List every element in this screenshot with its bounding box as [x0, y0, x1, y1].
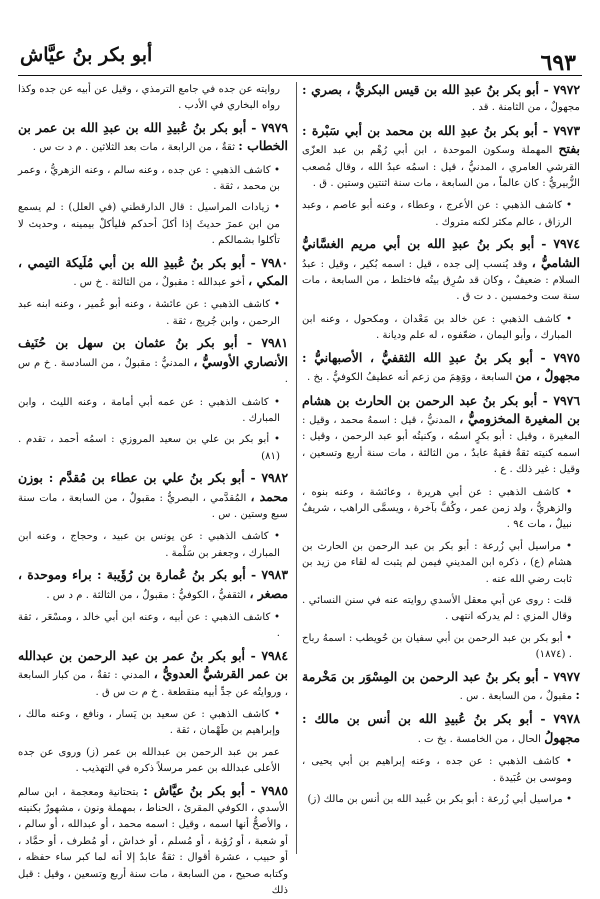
entry-heading: ٧٩٧٧ - أبو بكر بنُ عبد الرحمن بن المِسْوَر بن مَخْرمة : — [302, 668, 580, 702]
annotation-paragraph: • مراسيل أبي زُرعة : أبو بكر بن عُبيد الله بن أنس بن مالك (ز) — [307, 794, 572, 806]
entry-heading: ٧٩٧٨ - أبو بكر بنُ عُبيدِ الله بن أنس بن مالك : مجهولُ — [302, 711, 580, 745]
entry-heading: ٧٩٨٣ - أبو بكر بنُ عُمارة بن رُؤَيبة : براء وموحدة ، مصغر ، — [18, 567, 288, 601]
entry-heading: ٧٩٨٥ - أبو بكر بنُ عيَّاش : — [143, 782, 288, 798]
biography-entry — [18, 567, 288, 604]
column-divider — [296, 82, 297, 854]
annotation-paragraph: • كاشف الذهبي : عن عمه أبي أمامة ، وعنه الليث ، وابن المبارك . — [18, 396, 280, 424]
annotation-paragraph: • كاشف الذهبي : عن أبي هريرة ، وعائشة ، وعنه بنوه ، والزهريُّ ، ولد زمن عمر ، وكُفَّ بآخرة ، ويسمَّى الراهب ، شريفٌ نبيلٌ ، مات ٩٤ . — [302, 486, 572, 531]
page-header — [18, 44, 582, 74]
biography-entry — [302, 123, 580, 193]
annotation-paragraph: • كاشف الذهبي : عن سعيد بن يَسار ، ونافع ، وعنه مالك ، وإبراهيم بن طَهْمان ، ثقة . — [18, 709, 280, 737]
biography-entry — [18, 255, 288, 292]
biography-entry — [18, 783, 288, 899]
left-column — [18, 82, 288, 897]
entry-heading: ٧٩٨٢ - أبو بكر بنُ علي بن عطاء بن مُقدَّم : بوزن محمد ، — [18, 470, 288, 504]
entry-heading: ٧٩٧٢ - أبو بكر بنُ عبدِ الله بن قيس البكريُّ ، بصري : — [302, 82, 580, 97]
page-number: ٦٩٣ — [540, 50, 576, 76]
biography-entry — [302, 236, 580, 306]
entry-heading: ٧٩٨٤ - أبو بكر بنُ عمر بن عبد الرحمن بن عبدالله بن عمر القرشيُّ العدويُّ ، — [18, 647, 288, 682]
biography-entry — [302, 393, 580, 479]
entry-heading: ٧٩٧٦ - أبو بكر بنُ عبد الرحمن بن الحارث بن هشام بن المغيرة المخزوميُّ ، — [302, 392, 580, 426]
entry-body: ثقةٌ ، من الرابعة ، مات بعد الثلاثين . م د ت س . — [32, 142, 239, 154]
entry-body: أخو عبدالله : مقبولٌ ، من الثالثة . خ س . — [73, 277, 249, 289]
entry-body: الحال ، من الخامسة . بخ ت . — [417, 733, 545, 745]
annotation-paragraph: • كاشف الذهبي : عن أبيه ، وعنه ابن أبي خالد ، ومسْعَر ، ثقة . — [18, 611, 280, 640]
biography-entry — [302, 82, 580, 117]
entry-heading: ٧٩٧٥ - أبو بكر بنُ عبدِ الله الثقفيُّ ، الأصبهانيُّ : مجهولٌ ، من — [302, 349, 580, 384]
entry-heading: ٧٩٨١ - أبو بكر بنُ عثمان بن سهل بن حُنَيف الأنصاري الأوسيُّ ، — [18, 335, 288, 369]
annotation-paragraph: • مراسيل أبي زُرعة : أبو بكر بن عبد الرحمن بن الحارث بن هشام (ع) ، ذكره ابن المديني فيمن لم يثبت له لقاء من زيد بن ثابت رضي الله عنه . — [302, 540, 572, 585]
biography-entry — [302, 350, 580, 387]
annotation-paragraph: • كاشف الذهبي : عن يونس بن عبيد ، وحجاج ، وعنه ابن المبارك ، وجعفر بن سَلْمة . — [18, 531, 280, 559]
entry-heading: ٧٩٨٠ - أبو بكر بنُ عُبيدِ الله بن أبي مُلَيكة التيمي ، المكي ، — [18, 254, 288, 289]
entry-heading: ٧٩٧٤ - أبو بكر بنُ عبدِ الله بن أبي مريم الغسَّانيُّ الشاميُّ ، — [302, 236, 581, 270]
annotation-paragraph: • كاشف الذهبي : عن خالد بن مَعْدان ، ومكحول ، وعنه ابن المبارك ، وأبو اليمان ، ضعّفوه ، له علم وديانة . — [302, 313, 572, 342]
entry-heading: ٧٩٧٩ - أبو بكر بنُ عُبيدِ الله بن عبدِ الله بن عمر بن الخطاب : — [18, 119, 288, 154]
header-rule — [18, 75, 582, 76]
entry-body: السابعة ، ووَهِمَ من زعم أنه عطيفُ الكوفيُّ . بخ . — [307, 372, 516, 384]
biography-entry — [18, 335, 288, 388]
entry-body: المهملة وسكون الموحدة ، ابن أبي رُهْم بن عبد العزّى القرشي العامري ، المدنيُّ ، قيل : اسمُه عبدُ الله ، وقال مُصعب الزُّبيريُّ : كان عالماً ، من السابعة ، مات سنة اثنتين وستين . ق . — [302, 145, 580, 190]
running-title: أبو بكر بنُ عيَّاش — [20, 44, 153, 66]
annotation-paragraph: • أبو بكر بن عبد الرحمن بن أبي سفيان بن حُويطب : اسمهُ رباح . (١٨٧٤) — [302, 632, 572, 661]
annotation-paragraph: • أبو بكر بن علي بن سعيد المروزي : اسمُه أحمد ، تقدم . (٨١) — [18, 434, 280, 462]
annotation-paragraph: قلت : روى عن أبي معقل الأسدي روايته عنه في سنن النسائي . وقال المزي : لم يدركه انتهى . — [302, 594, 572, 623]
annotation-paragraph: • كاشف الذهبي : عن عائشة ، وعنه أبو عُمير ، وعنه ابنه عبد الرحمن ، وابن جُريج ، ثقة . — [18, 299, 280, 327]
annotation-paragraph: • كاشف الذهبي : عن الأعرج ، وعطاء ، وعنه أبو عاصم ، وعبد الرزاق ، عالم مكثر لكنه متروك . — [302, 200, 572, 228]
entry-body: الثقفيُّ ، الكوفيُّ : مقبولٌ ، من الثالثة . م د س . — [46, 589, 250, 601]
biography-entry — [302, 669, 580, 706]
annotation-paragraph: • زيادات المراسيل : قال الدارقطني (في العلل) : لم يسمع من ابن عمرَ حديثَ إذا أكلَ أحدكم فليأكلْ بيمينه ، وحديث لا تأكلوا بشمالكم . — [18, 202, 280, 247]
entry-body: المدنيُّ : مقبولٌ ، من السادسة . خ م س . — [18, 357, 288, 386]
entry-body: بتحتانية ومعجمة ، ابن سالم الأسدي ، الكوفي المقرئ ، الحناط ، بمهملة ونون ، مشهورٌ بكنيته ، والأصحُّ أنها اسمه ، وقيل : اسمه محمد ، أو عبدالله ، أو سالم ، أو شعبة ، أو رُؤبة ، أو مُسلم ، أو خداش ، أو مُطرف ، أو حمَّاد ، أو حبيب ، عشرة أقوال : ثقةٌ عابدٌ إلا أنه لما كبر ساء حفظه ، وكتابه صحيح ، من السابعة ، مات سنة أربع وتسعين ، وقيل : قبل ذلك — [18, 786, 288, 897]
entry-body: المُقدَّمي ، البصريُّ : مقبولٌ ، من السابعة ، مات سنة سبع وستين . س . — [18, 492, 288, 520]
entry-heading: ٧٩٧٣ - أبو بكر بنُ عبدِ الله بن محمد بن أبي سَبْرة : بفتح — [302, 122, 580, 157]
biography-entry — [18, 470, 288, 523]
entry-body: مقبولٌ ، من السابعة . س . — [459, 691, 576, 702]
right-column — [302, 82, 580, 862]
annotation-paragraph: روايته عن جده في جامع الترمذي ، وقيل عن أبيه عن جده وكذا رواه البخاري في الأدب . — [18, 84, 280, 112]
biography-entry — [18, 120, 288, 157]
entry-body: مجهولٌ ، من الثامنة . قد . — [471, 102, 580, 114]
entry-body: المدنيُّ ، قيل : اسمهُ محمد ، وقيل : المغيرة ، وقيل : أبو بكرٍ اسمُه ، وكنيتُه أبو عبد الرحمن ، وقيل : اسمه كنيته ثقةٌ فقيهٌ عابدٌ ، من الثالثة ، مات سنة أربع وتسعين ، وقيل : غير ذلك . ع . — [302, 414, 580, 476]
entry-body: وقد يُنسب إلى جده ، قيل : اسمه بُكير ، وقيل : عبدُ السلام : ضعيفٌ ، وكان قد سُرِق بيتُه فاختلط ، من السابعة ، مات سنة ست وخمسين . د ت ق . — [302, 258, 580, 303]
entry-body: المدني : ثقةٌ ، من كبار السابعة ، وروايتُه عن جدِّ أبيه منقطعة . خ م ت س ق . — [18, 670, 288, 698]
annotation-paragraph: • كاشف الذهبي : عن جده ، وعنه إبراهيم بن أبي يحيى ، وموسى بن عُبَيدة . — [302, 756, 572, 784]
biography-entry — [302, 711, 580, 748]
annotation-paragraph: عمر بن عبد الرحمن بن عبدالله بن عمر (ز) وروى عن جده الأعلى عبدالله بن عمر مرسلاً ذكره في التهذيب . — [18, 746, 280, 775]
annotation-paragraph: • كاشف الذهبي : عن جده ، وعنه سالم ، وعنه الزهريُّ ، وعمر بن محمد ، ثقة . — [18, 164, 280, 193]
biography-entry — [18, 648, 288, 701]
